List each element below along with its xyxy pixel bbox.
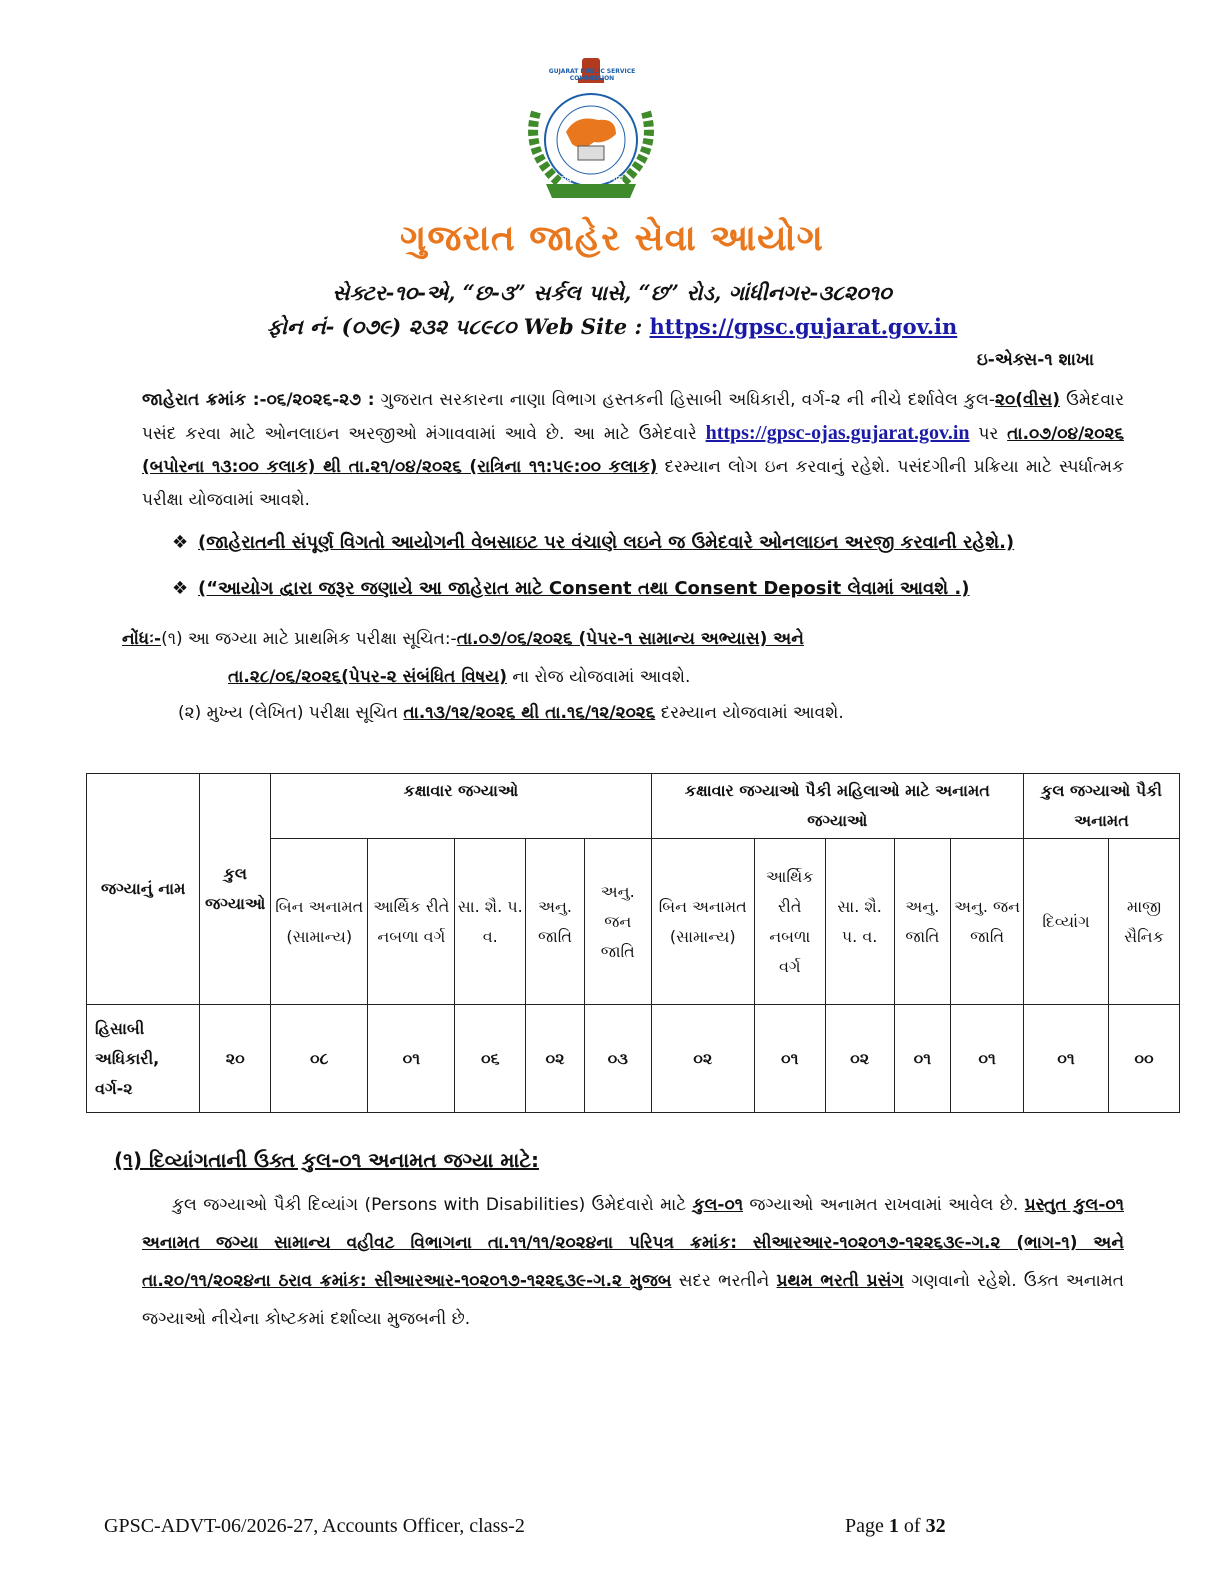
sec-first-recruitment: પ્રથમ ભરતી પ્રસંગ xyxy=(776,1271,904,1291)
sec-circular-ref: પ્રસ્તુત કુલ-૦૧ અનામત જગ્યા સામાન્ય વહીવટ વિભાગના તા.૧૧/૧૧/૨૦૨૪ના પરિપત્ર ક્રમાંક: સીઆરઆર-૧૦૨૦૧૭-૧૨૨૬૩૯-ગ.૨ (ભાગ-૧) અને તા.૨૦/૧૧/૨૦૨૪ના ઠરાવ ક્રમાંક: સીઆરઆર-૧૦૨૦૧૭-૧૨૨૬૩૯-ગ.૨ મુજબ xyxy=(142,1195,1124,1291)
col-divyang: દિવ્યાંગ xyxy=(1024,839,1109,1005)
note-2 xyxy=(178,696,1124,730)
ojas-link[interactable]: https://gpsc-ojas.gujarat.gov.in xyxy=(705,422,970,444)
page-of: of xyxy=(898,1515,926,1537)
total-pages: 32 xyxy=(925,1515,946,1537)
col-g2-st: અનુ. જન જાતિ xyxy=(951,839,1024,1005)
group-total-reserved: કુલ જગ્યાઓ પૈકી અનામત xyxy=(1024,774,1180,839)
branch-name: ઇ-એક્સ-૧ શાખા xyxy=(976,350,1094,370)
intro-paragraph xyxy=(142,384,1124,517)
cell-value: ૦૧ xyxy=(951,1005,1024,1113)
cell-value: ૦૮ xyxy=(271,1005,368,1113)
sec-count: કુલ-૦૧ xyxy=(692,1195,744,1215)
logo-motto: चयनं सत्यशीलानाम् xyxy=(560,175,624,185)
note-label: નોંધઃ- xyxy=(122,629,162,649)
col-g2-sebc: સા. શૈ. પ. વ. xyxy=(825,839,894,1005)
org-name: ગુજરાત જાહેર સેવા આયોગ xyxy=(400,218,824,259)
note-1-prefix: (૧) આ જગ્યા માટે પ્રાથમિક પરીક્ષા સૂચિત:- xyxy=(161,629,457,649)
note-2-prefix: (૨) મુખ્ય (લેખિત) પરીક્ષા સૂચિત xyxy=(178,703,404,723)
group-category-posts: કક્ષાવાર જગ્યાઓ xyxy=(271,774,651,839)
col-g1-sc: અનુ. જાતિ xyxy=(526,839,585,1005)
cell-value: ૦૨ xyxy=(651,1005,754,1113)
current-page: 1 xyxy=(888,1515,899,1537)
intro-text-2: ઉમેદવાર પસંદ કરવા માટે ઓનલાઇન અરજીઓ મંગાવવામાં આવે છે. આ માટે ઉમેદવારે xyxy=(142,390,1124,444)
section-heading-divyang: (૧) દિવ્યાંગતાની ઉક્ત કુલ-૦૧ અનામત જગ્યા માટે: xyxy=(114,1148,539,1172)
group-women-reserved: કક્ષાવાર જગ્યાઓ પૈકી મહિલાઓ માટે અનામત જગ્યાઓ xyxy=(651,774,1023,839)
col-g1-st: અનુ. જન જાતિ xyxy=(584,839,651,1005)
intro-text-3: પર xyxy=(969,424,1008,444)
sec-text-3: સદર ભરતીને xyxy=(671,1271,777,1291)
row-post-name: હિસાબી અધિકારી, વર્ગ-૨ xyxy=(87,1005,200,1113)
table-header-row xyxy=(87,774,1180,839)
bullet-text: (“આયોગ દ્વારા જરૂર જણાયે આ જાહેરાત માટે Consent તથા Consent Deposit લેવામાં આવશે .) xyxy=(198,578,970,599)
footer-reference: GPSC-ADVT-06/2026-27, Accounts Officer, class-2 xyxy=(104,1515,525,1537)
cell-value: ૦૦ xyxy=(1109,1005,1180,1113)
bullet-consent-note xyxy=(172,578,969,599)
post-count: ૨૦(વીસ) xyxy=(995,390,1060,410)
col-g2-general: બિન અનામત (સામાન્ય) xyxy=(651,839,754,1005)
intro-text-4: દરમ્યાન લોગ ઇન કરવાનું રહેશે. પસંદગીની પ્રક્રિયા માટે સ્પર્ધાત્મક પરીક્ષા યોજવામાં આવશે. xyxy=(142,457,1125,510)
diamond-bullet-icon: ❖ xyxy=(172,532,189,553)
main-exam-dates: તા.૧૩/૧૨/૨૦૨૬ થી તા.૧૬/૧૨/૨૦૨૬ xyxy=(403,703,656,723)
note-1-suffix: ના રોજ યોજવામાં આવશે. xyxy=(506,667,691,687)
col-g1-sebc: સા. શૈ. પ. વ. xyxy=(455,839,526,1005)
sec-text-4: ગણવાનો રહેશે. ઉક્ત અનામત જગ્યાઓ નીચેના કોષ્ટકમાં દર્શાવ્યા મુજબની છે. xyxy=(142,1271,1125,1329)
cell-value: ૦૧ xyxy=(754,1005,825,1113)
vacancy-table xyxy=(86,773,1180,1113)
col-g2-sc: અનુ. જાતિ xyxy=(894,839,951,1005)
sec-text-2: જગ્યાઓ અનામત રાખવામાં આવેલ છે. xyxy=(743,1195,1025,1215)
col-ex-servicemen: માજી સૈનિક xyxy=(1109,839,1180,1005)
contact-line xyxy=(0,314,1224,340)
col-total: કુલ જગ્યાઓ xyxy=(200,774,271,1005)
diamond-bullet-icon: ❖ xyxy=(172,578,189,599)
website-link[interactable]: https://gpsc.gujarat.gov.in xyxy=(649,314,958,339)
col-g2-ews: આર્થિક રીતે નબળા વર્ગ xyxy=(754,839,825,1005)
cell-value: ૦૩ xyxy=(584,1005,651,1113)
note-1 xyxy=(122,622,1124,656)
col-g1-ews: આર્થિક રીતે નબળા વર્ગ xyxy=(368,839,455,1005)
section-paragraph-divyang xyxy=(142,1186,1124,1338)
cell-value: ૦૨ xyxy=(825,1005,894,1113)
phone-text: ફોન નં- (૦૭૯) ૨૩૨ ૫૮૯૮૦ Web Site : xyxy=(266,314,650,339)
cell-value: ૦૬ xyxy=(455,1005,526,1113)
page-number xyxy=(845,1515,946,1538)
application-dates: તા.૦૭/૦૪/૨૦૨૬ (બપોરના ૧૩:૦૦ કલાક) થી તા.૨૧/૦૪/૨૦૨૬ (રાત્રિના ૧૧:૫૯:૦૦ કલાક) xyxy=(142,424,1124,477)
note-1-cont xyxy=(228,660,1128,694)
cell-value: ૦૨ xyxy=(526,1005,585,1113)
sec-text-1: કુલ જગ્યાઓ પૈકી દિવ્યાંગ (Persons with Disabilities) ઉમેદવારો માટે xyxy=(172,1195,693,1215)
bullet-website-note xyxy=(172,532,1014,553)
cell-value: ૨૦ xyxy=(200,1005,271,1113)
advt-number: જાહેરાત ક્રમાંક :-૦૬/૨૦૨૬-૨૭ : xyxy=(142,390,375,410)
page-label: Page xyxy=(845,1515,889,1537)
prelim-date-1: તા.૦૭/૦૬/૨૦૨૬ (પેપર-૧ સામાન્ય અભ્યાસ) અને xyxy=(456,629,804,649)
intro-text-1: ગુજરાત સરકારના નાણા વિભાગ હસ્તકની હિસાબી અધિકારી, વર્ગ-૨ ની નીચે દર્શાવેલ કુલ- xyxy=(374,390,996,410)
col-g1-general: બિન અનામત (સામાન્ય) xyxy=(271,839,368,1005)
cell-value: ૦૧ xyxy=(894,1005,951,1113)
table-row xyxy=(87,1005,1180,1113)
cell-value: ૦૧ xyxy=(368,1005,455,1113)
bullet-text: (જાહેરાતની સંપૂર્ણ વિગતો આયોગની વેબસાઇટ પર વંચાણે લઇને જ ઉમેદવારે ઓનલાઇન અરજી કરવાની રહેશે.) xyxy=(198,532,1015,553)
col-post-name: જગ્યાનું નામ xyxy=(87,774,200,1005)
prelim-date-2: તા.૨૮/૦૬/૨૦૨૬(પેપર-૨ સંબંધિત વિષય) xyxy=(228,667,507,687)
logo-ring-text: GUJARAT PUBLIC SERVICE COMMISSION xyxy=(548,68,636,82)
address-line: સેક્ટર-૧૦-એ, “છ-૩” સર્કલ પાસે, “છ” રોડ, ગાંધીનગર-૩૮૨૦૧૦ xyxy=(332,280,892,305)
cell-value: ૦૧ xyxy=(1024,1005,1109,1113)
note-2-suffix: દરમ્યાન યોજવામાં આવશે. xyxy=(655,703,844,723)
